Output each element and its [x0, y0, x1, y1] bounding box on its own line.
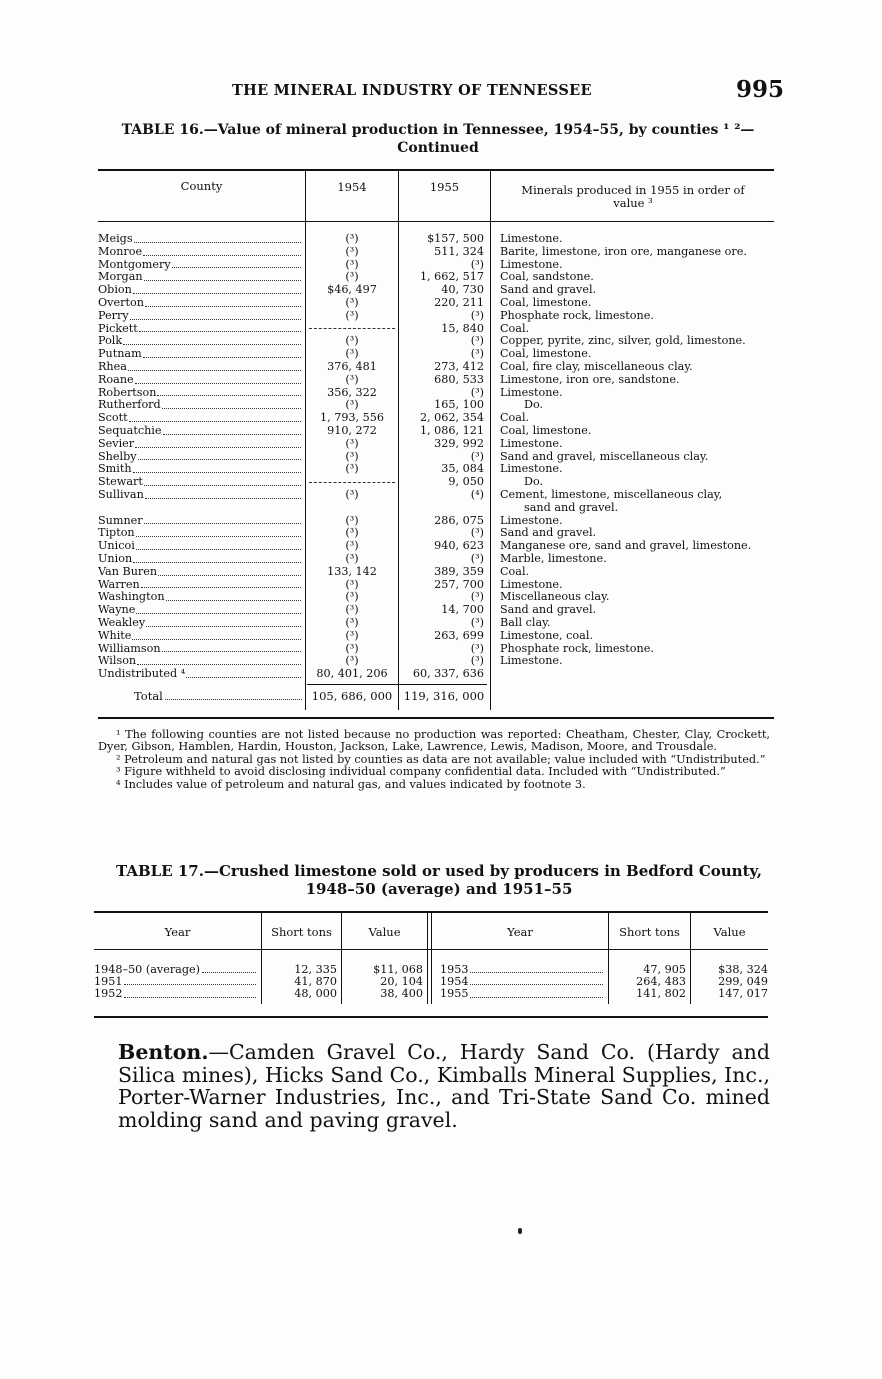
table16-top-rule — [98, 169, 774, 171]
minerals-cell: Sand and gravel, miscellaneous clay. — [500, 450, 709, 463]
county-cell — [98, 566, 303, 579]
value-1955: 165, 100 — [434, 399, 484, 412]
county-name: Undistributed ⁴ — [98, 668, 186, 681]
table16-caption-line2: Continued — [397, 140, 479, 156]
value-1955: 15, 840 — [441, 322, 484, 335]
value-1954 — [306, 476, 398, 489]
leader-dots — [166, 591, 301, 601]
leader-dots — [143, 246, 301, 256]
value-1955: 14, 700 — [441, 604, 484, 617]
value-1954: (³) — [345, 616, 359, 629]
table17-header-year-right: Year — [507, 925, 533, 939]
table16-1955-column — [400, 233, 484, 681]
minerals-cell: Coal, sandstone. — [500, 271, 594, 284]
value-1954: (³) — [345, 450, 359, 463]
leader-dots — [144, 271, 301, 281]
table16-header-rule — [98, 221, 774, 222]
leader-dots — [146, 617, 301, 627]
county-name: Monroe — [98, 245, 143, 258]
value-1955: 389, 359 — [434, 565, 484, 578]
minerals-cell: Limestone. — [500, 655, 563, 668]
county-name: Van Buren — [98, 565, 158, 578]
year-label: 1954 — [440, 975, 469, 989]
county-name: Sevier — [98, 437, 135, 450]
leader-dots — [186, 668, 301, 678]
minerals-cell: Ball clay. — [500, 616, 551, 629]
leader-dots — [141, 579, 301, 589]
county-name: Scott — [98, 412, 128, 425]
county-cell — [98, 438, 303, 451]
benton-paragraph — [118, 1041, 770, 1131]
table16-col-divider — [398, 170, 399, 710]
footnote-3: ³ Figure withheld to avoid disclosing individual company confidential data. Included with “Undistributed.” — [116, 765, 726, 779]
minerals-cell: Barite, limestone, iron ore, manganese ore. — [500, 245, 747, 258]
county-name: Wayne — [98, 604, 136, 617]
minerals-cell: Phosphate rock, limestone. — [500, 642, 654, 655]
county-name: Pickett — [98, 322, 138, 335]
leader-dots — [470, 976, 603, 985]
leader-dots — [163, 425, 302, 435]
table17-left-year-column — [94, 964, 259, 1001]
county-name: Roane — [98, 373, 134, 386]
minerals-cell: Coal, limestone. — [500, 348, 592, 361]
minerals-cell: Coal. — [500, 322, 530, 335]
paragraph-text: —Camden Gravel Co., Hardy Sand Co. (Hardy and Silica mines), Hicks Sand Co., Kimballs Mineral Supplies, Inc., Porter-Warner Industries, Inc., and Tri-State Sand Co. mined molding sand and paving gravel. — [118, 1040, 770, 1132]
county-cell — [98, 476, 303, 489]
value-1954: (³) — [345, 373, 359, 386]
value-1955: 329, 992 — [434, 437, 484, 450]
value-1955: (³) — [470, 616, 484, 629]
minerals-cell: Phosphate rock, limestone. — [500, 309, 654, 322]
minerals-cell — [500, 668, 790, 681]
value-1954: (³) — [345, 540, 359, 553]
value-cell: 38, 400 — [380, 987, 423, 1001]
tons-cell: 48, 000 — [294, 987, 337, 1001]
minerals-cell: Coal, limestone. — [500, 296, 592, 309]
minerals-cell: Limestone. — [500, 514, 563, 527]
county-cell — [98, 527, 303, 540]
table17-bottom-rule — [94, 1016, 768, 1018]
total-1955: 119, 316, 000 — [403, 689, 485, 703]
value-1955: $157, 500 — [427, 233, 484, 245]
minerals-cell: sand and gravel. — [524, 501, 619, 514]
county-name: Weakley — [98, 616, 146, 629]
leader-dots — [128, 361, 301, 371]
minerals-cell: Sand and gravel. — [500, 284, 597, 297]
leader-dots — [135, 374, 301, 384]
leader-dots — [157, 387, 301, 397]
value-1954: (³) — [345, 463, 359, 476]
minerals-cell: Coal, fire clay, miscellaneous clay. — [500, 360, 693, 373]
value-1954: (³) — [345, 527, 359, 540]
leader-dots — [145, 489, 301, 499]
spacer — [400, 502, 484, 515]
minerals-cell: Sand and gravel. — [500, 527, 597, 540]
leader-dots — [145, 297, 301, 307]
value-1954: (³) — [345, 335, 359, 348]
value-1955: 35, 084 — [441, 463, 484, 476]
county-name: Shelby — [98, 450, 137, 463]
tons-cell: 47, 905 — [643, 963, 686, 976]
table16-minerals-column — [500, 233, 790, 681]
table17-left-value-column — [342, 964, 423, 1001]
year-label: 1951 — [94, 975, 123, 989]
county-cell — [98, 655, 303, 668]
table17-right-year-column — [440, 964, 606, 1001]
value-1955: (³) — [470, 527, 484, 540]
county-cell — [98, 451, 303, 464]
value-1954: (³) — [345, 514, 359, 527]
county-cell — [98, 412, 303, 425]
value-1955: 40, 730 — [441, 284, 484, 297]
county-cell — [98, 271, 303, 284]
county-cell — [98, 668, 303, 681]
total-1954: 105, 686, 000 — [311, 689, 393, 703]
leader-dots — [144, 476, 301, 486]
leader-dots — [202, 964, 256, 973]
value-1955: (³) — [470, 642, 484, 655]
table17-caption-line2: 1948–50 (average) and 1951–55 — [305, 880, 573, 898]
minerals-cell: Limestone, coal. — [500, 629, 593, 642]
leader-dots — [135, 438, 301, 448]
county-cell — [98, 604, 303, 617]
county-name: Smith — [98, 463, 132, 476]
value-1954: 133, 142 — [327, 565, 377, 578]
leader-dots — [136, 527, 301, 537]
county-cell — [98, 553, 303, 566]
county-cell — [98, 630, 303, 643]
value-1954: (³) — [345, 271, 359, 284]
value-1954: $46, 497 — [327, 284, 377, 297]
header-minerals-line1: Minerals produced in 1955 in order of — [521, 183, 745, 197]
county-name: Montgomery — [98, 258, 171, 271]
table16-header-county: County — [180, 179, 223, 193]
value-1954: (³) — [345, 399, 359, 412]
tons-cell: 141, 802 — [636, 987, 686, 1001]
dash-rule — [309, 328, 395, 329]
minerals-cell: Limestone. — [500, 463, 563, 476]
county-cell — [98, 323, 303, 336]
table17-caption — [94, 862, 784, 898]
county-cell — [98, 643, 303, 656]
value-1955: (³) — [470, 335, 484, 348]
leader-dots — [133, 553, 301, 563]
year-cell — [440, 988, 606, 1000]
county-name: Meigs — [98, 233, 133, 245]
year-cell — [94, 988, 259, 1000]
county-cell — [98, 335, 303, 348]
minerals-cell: Limestone. — [500, 386, 563, 399]
value-1954: (³) — [345, 629, 359, 642]
value-1954: (³) — [345, 655, 359, 668]
table17-header-value-left: Value — [368, 925, 401, 939]
minerals-cell: Limestone, iron ore, sandstone. — [500, 373, 680, 386]
table16-footnotes — [98, 729, 770, 791]
value-1955: (³) — [470, 309, 484, 322]
minerals-cell: Manganese ore, sand and gravel, limestone. — [500, 540, 752, 553]
table16-total-label — [134, 689, 304, 703]
table16-bottom-rule — [98, 717, 774, 719]
county-cell — [98, 246, 303, 259]
value-cell: 20, 104 — [380, 975, 423, 989]
value-1954: 1, 793, 556 — [319, 412, 385, 425]
table17-header-tons-right: Short tons — [619, 925, 680, 939]
year-label: 1955 — [440, 987, 469, 1001]
county-name: Tipton — [98, 527, 135, 540]
value-1955: 2, 062, 354 — [419, 412, 484, 425]
leader-dots — [124, 988, 256, 997]
leader-dots — [130, 310, 301, 320]
value-1954: (³) — [345, 245, 359, 258]
leader-dots — [162, 399, 301, 409]
value-1954: (³) — [345, 309, 359, 322]
leader-dots — [123, 335, 301, 345]
value-1954: (³) — [345, 642, 359, 655]
leader-dots — [470, 988, 603, 997]
county-cell — [98, 361, 303, 374]
county-cell — [98, 579, 303, 592]
value-1955: 257, 700 — [434, 578, 484, 591]
leader-dots — [133, 463, 301, 473]
table16-caption-line1: TABLE 16.—Value of mineral production in Tennessee, 1954–55, by counties ¹ ²— — [121, 122, 755, 138]
year-label: 1948–50 (average) — [94, 963, 200, 976]
value-1955: (³) — [470, 258, 484, 271]
minerals-cell: Limestone. — [500, 437, 563, 450]
value-1955: 263, 699 — [434, 629, 484, 642]
table16-1954-column — [306, 233, 398, 681]
county-name: Stewart — [98, 476, 143, 489]
table16-header-1955: 1955 — [429, 180, 460, 194]
minerals-cell: Sand and gravel. — [500, 604, 597, 617]
value-1955: (³) — [470, 450, 484, 463]
county-name: White — [98, 629, 132, 642]
value-1954: (³) — [345, 578, 359, 591]
value-1955: 286, 075 — [434, 514, 484, 527]
value-1955: 1, 662, 517 — [419, 271, 484, 284]
leader-dots — [470, 964, 603, 973]
print-speck — [518, 1228, 522, 1234]
county-cell — [98, 310, 303, 323]
value-1954: 910, 272 — [327, 424, 377, 437]
value-1955: 1, 086, 121 — [419, 424, 484, 437]
tons-cell: 12, 335 — [294, 963, 337, 976]
leader-dots — [132, 630, 301, 640]
minerals-cell: Do. — [524, 476, 544, 489]
footnote-2: ² Petroleum and natural gas not listed by counties as data are not available; value included with “Undistributed.” — [116, 752, 766, 766]
county-cell — [98, 374, 303, 387]
value-1954: (³) — [345, 552, 359, 565]
county-cell — [98, 463, 303, 476]
value-1955: 940, 623 — [434, 540, 484, 553]
value-1955: (³) — [470, 348, 484, 361]
table17-caption-line1: TABLE 17.—Crushed limestone sold or used by producers in Bedford County, — [115, 862, 763, 880]
leader-dots — [124, 976, 256, 985]
running-head-title: THE MINERAL INDUSTRY OF TENNESSEE — [232, 82, 592, 99]
table17-right-value-column — [691, 964, 768, 1001]
value-1954: (³) — [345, 437, 359, 450]
value-1954 — [306, 323, 398, 336]
value-1955: (³) — [470, 591, 484, 604]
county-name: Putnam — [98, 348, 142, 361]
value-1955: (³) — [470, 655, 484, 668]
county-cell — [98, 515, 303, 528]
total-label: Total — [134, 689, 163, 703]
table16-county-column — [98, 233, 303, 681]
table17-header-year-left: Year — [164, 925, 191, 939]
minerals-cell: Coal, limestone. — [500, 424, 592, 437]
county-cell — [98, 425, 303, 438]
header-minerals-line2: value ³ — [613, 196, 653, 210]
county-name: Rutherford — [98, 399, 161, 412]
value-1954: (³) — [345, 591, 359, 604]
county-name: Washington — [98, 591, 165, 604]
minerals-cell: Limestone. — [500, 578, 563, 591]
county-name: Perry — [98, 309, 129, 322]
county-name: Polk — [98, 335, 123, 348]
paragraph-lead: Benton. — [118, 1040, 209, 1064]
value-1954: (³) — [345, 488, 359, 501]
county-name: Obion — [98, 284, 132, 297]
county-name: Sequatchie — [98, 424, 162, 437]
county-cell — [98, 233, 303, 246]
county-cell — [98, 348, 303, 361]
year-label: 1952 — [94, 987, 123, 1001]
total-rule — [307, 684, 487, 685]
value-1955: 511, 324 — [434, 245, 484, 258]
county-cell — [98, 399, 303, 412]
county-cell — [98, 284, 303, 297]
minerals-cell: Coal. — [500, 565, 530, 578]
county-cell — [98, 259, 303, 272]
county-cell — [98, 617, 303, 630]
table17-header-value-right: Value — [713, 925, 746, 939]
county-name: Overton — [98, 296, 144, 309]
county-name: Williamson — [98, 642, 161, 655]
tons-cell: 264, 483 — [636, 975, 686, 989]
leader-dots — [172, 259, 301, 269]
value-1955: 680, 533 — [434, 373, 484, 386]
value-1954: (³) — [345, 233, 359, 245]
minerals-cell: Do. — [524, 399, 544, 412]
leader-dots — [162, 643, 301, 653]
value-1954: (³) — [345, 604, 359, 617]
county-cell — [98, 591, 303, 604]
table16-col-divider — [490, 170, 491, 710]
value-1954: 376, 481 — [327, 360, 377, 373]
value-cell: $11, 068 — [373, 963, 423, 976]
leader-dots — [137, 655, 301, 665]
footnote-4: ⁴ Includes value of petroleum and natural gas, and values indicated by footnote 3. — [116, 777, 586, 791]
value-1955: 60, 337, 636 — [412, 668, 484, 681]
value-1954: (³) — [345, 348, 359, 361]
value-cell: 299, 049 — [718, 975, 768, 989]
minerals-cell: Coal. — [500, 412, 530, 425]
value-1955: 220, 211 — [434, 296, 484, 309]
leader-dots — [139, 323, 301, 333]
value-1955: 9, 050 — [448, 476, 484, 489]
table17-double-divider — [427, 912, 428, 1004]
value-1954: (³) — [345, 258, 359, 271]
table17-header-tons-left: Short tons — [271, 925, 332, 939]
minerals-cell: Limestone. — [500, 258, 563, 271]
minerals-cell: Limestone. — [500, 233, 563, 245]
leader-dots — [136, 540, 301, 550]
county-name: Robertson — [98, 386, 157, 399]
leader-dots — [143, 348, 301, 358]
county-cell — [98, 540, 303, 553]
value-1955: (³) — [470, 552, 484, 565]
county-cell — [98, 297, 303, 310]
minerals-cell: Miscellaneous clay. — [500, 591, 610, 604]
value-1954: 80, 401, 206 — [316, 668, 388, 681]
spacer — [306, 502, 398, 515]
spacer — [98, 502, 303, 515]
county-name: Warren — [98, 578, 140, 591]
leader-dots — [144, 515, 301, 525]
county-cell — [98, 387, 303, 400]
leader-dots — [158, 566, 301, 576]
table16-caption — [98, 121, 778, 157]
minerals-cell: Copper, pyrite, zinc, silver, gold, limestone. — [500, 335, 746, 348]
county-name: Wilson — [98, 655, 137, 668]
county-name: Unicoi — [98, 540, 135, 553]
value-1955: (³) — [470, 386, 484, 399]
year-label: 1953 — [440, 963, 469, 976]
minerals-cell: Cement, limestone, miscellaneous clay, — [500, 488, 723, 501]
value-1954: (³) — [345, 296, 359, 309]
county-name: Morgan — [98, 271, 143, 284]
table17-left-tons-column — [262, 964, 337, 1001]
value-1955: (⁴) — [470, 488, 484, 501]
table16-header-minerals — [492, 184, 774, 210]
leader-dots — [133, 284, 301, 294]
value-cell: $38, 324 — [718, 963, 768, 976]
leader-dots — [129, 412, 301, 422]
leader-dots — [138, 451, 301, 461]
table17-right-tons-column — [609, 964, 686, 1001]
value-cell: 147, 017 — [718, 987, 768, 1001]
county-name: Rhea — [98, 360, 127, 373]
county-name: Union — [98, 552, 133, 565]
page-number: 995 — [736, 76, 785, 103]
county-cell — [98, 489, 303, 502]
minerals-cell: Marble, limestone. — [500, 552, 607, 565]
value-1954: 356, 322 — [327, 386, 377, 399]
county-name: Sullivan — [98, 488, 144, 501]
dash-rule — [309, 482, 395, 483]
county-name: Sumner — [98, 514, 143, 527]
table16-header-1954: 1954 — [337, 180, 367, 194]
leader-dots — [134, 233, 301, 243]
footnote-1: ¹ The following counties are not listed because no production was reported: Cheatham, Chester, Clay, Crockett, Dyer, Gibson, Hamblen, Hardin, Houston, Jackson, Lake, Lawrence, Lewis, Madison, Moore, and Trousdale. — [98, 728, 770, 754]
leader-dots — [136, 604, 301, 614]
value-1955: 273, 412 — [434, 360, 484, 373]
tons-cell: 41, 870 — [294, 975, 337, 989]
